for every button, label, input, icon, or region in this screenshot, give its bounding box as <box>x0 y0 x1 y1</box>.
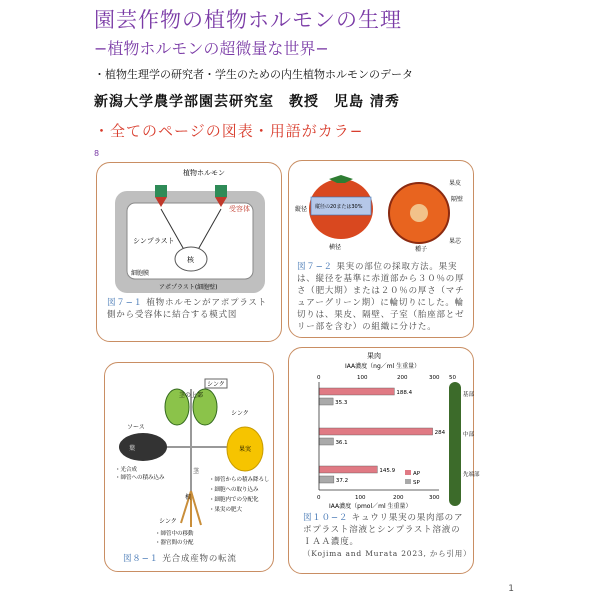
bar-ap-2 <box>319 466 377 473</box>
source-leaf-shape <box>119 433 167 461</box>
right-label-tip: 先端部 <box>463 472 480 478</box>
figure-10-2-panel <box>288 347 480 574</box>
bottom-note-1: ・師管中の移動 <box>155 531 194 537</box>
figure-10-2-text: キュウリ果実の果肉部のアポプラスト溶液とシンプラスト溶液のＩＡＡ濃度。 <box>303 513 464 547</box>
bar-group <box>319 388 446 484</box>
legend-ap-swatch <box>405 470 411 475</box>
right-note-3: ・細胞内での分配化 <box>209 497 259 503</box>
label-root: 根 <box>185 494 192 501</box>
legend-ap-label: AP <box>413 471 421 477</box>
figure-8-1-caption <box>123 553 273 565</box>
tomato-core-shape <box>410 204 428 222</box>
bottom-tick-2: 200 <box>393 495 404 501</box>
bottom-tick-0: 0 <box>317 495 321 501</box>
legend-sp-swatch <box>405 479 411 484</box>
bar-label-ap-0: 188.4 <box>396 390 413 396</box>
top-tick-0: 0 <box>317 375 321 381</box>
figure-10-2-number: 図１０−２ <box>303 513 349 523</box>
page-subtitle: −植物ホルモンの超微量な世界− <box>94 39 329 58</box>
page-title: 園芸作物の植物ホルモンの生理 <box>94 8 402 32</box>
hormone-molecule-right <box>215 185 227 197</box>
bar-sp-1 <box>319 438 333 445</box>
author-line: 新潟大学農学部園芸研究室 教授 児島 清秀 <box>94 94 400 110</box>
right-label-base: 基部 <box>463 392 475 398</box>
figure-7-2-panel <box>288 160 474 338</box>
figure-7-2-text: 果実の部位の採取方法。果実は、縦径を基準に赤道部から３０％の厚さ（肥大期）または２０％の厚さ（マチュアーグリーン期）に輪切りにした。輪切りは、果皮、隔壁、子室（胎座部とゼリー部を含む）の組織に分けた。 <box>297 262 465 332</box>
bar-label-sp-2: 37.2 <box>335 478 349 484</box>
bar-sp-2 <box>319 476 334 483</box>
figure-8-1-panel <box>104 362 274 572</box>
page-number: 1 <box>508 584 514 594</box>
label-hormone: 植物ホルモン <box>183 169 225 177</box>
figure-7-2-number: 図７−２ <box>297 262 333 272</box>
figure-7-1-panel <box>96 162 282 342</box>
cucumber-shape <box>449 382 461 506</box>
figure-10-2-citation: （Kojima and Murata 2023, から引用） <box>303 549 472 558</box>
figure-7-1-caption <box>107 297 275 321</box>
label-diameter: 縦径 <box>295 206 308 213</box>
bar-ap-1 <box>319 428 433 435</box>
left-note-2: ・師管への積み込み <box>115 475 165 481</box>
hormone-receptor-diagram <box>97 163 283 303</box>
label-seed: 種子 <box>415 246 428 253</box>
top-tick-3: 300 <box>429 375 440 381</box>
right-note-4: ・果実の肥大 <box>209 507 243 513</box>
figure-8-1-number: 図８−１ <box>123 554 159 564</box>
left-note-1: ・光合成 <box>115 467 138 473</box>
label-symplast: シンプラスト <box>133 237 175 245</box>
bottom-note-2: ・器官間の分配 <box>155 540 194 546</box>
top-tick-1: 100 <box>357 375 368 381</box>
right-label-middle: 中部 <box>463 432 475 438</box>
label-apoplast: アポプラスト(細胞壁) <box>159 284 218 291</box>
label-septum: 隔壁 <box>451 196 464 203</box>
top-tick-2: 200 <box>397 375 408 381</box>
label-fruit: 果実 <box>239 446 252 453</box>
bar-label-sp-0: 35.3 <box>335 400 348 406</box>
label-thickness: 縦径の20または30% <box>315 204 363 210</box>
color-note: ・全てのページの図表・用語がカラ− <box>94 122 364 140</box>
legend-sp-label: SP <box>413 480 420 486</box>
label-source: ソース <box>127 424 145 431</box>
bar-label-ap-2: 145.9 <box>379 468 396 474</box>
label-core: 果芯 <box>449 238 462 245</box>
chart-bottom-axis-label: IAA濃度（pmol／ml 生重量） <box>329 503 412 510</box>
label-sink-right: シンク <box>231 410 249 417</box>
label-receptor: 受容体 <box>229 205 250 213</box>
hormone-molecule-left <box>155 185 167 197</box>
label-young-leaf: 茎の上部 <box>179 392 204 399</box>
label-sink-top: シンク <box>207 381 225 388</box>
bar-ap-0 <box>319 388 394 395</box>
figure-7-1-text: 植物ホルモンがアポプラスト側から受容体に結合する模式図 <box>107 298 267 320</box>
chart-top-axis-label: IAA濃度（ng／ml 生重量） <box>345 363 421 370</box>
bottom-tick-3: 300 <box>429 495 440 501</box>
bar-sp-0 <box>319 398 333 405</box>
figure-10-2-caption <box>303 512 472 560</box>
iaa-chart <box>289 348 480 510</box>
figure-7-1-number: 図７−１ <box>107 298 143 308</box>
bottom-tick-1: 100 <box>355 495 366 501</box>
chart-title: 果肉 <box>367 352 381 360</box>
page-description: ・植物生理学の研究者・学生のための内生植物ホルモンのデータ <box>94 68 413 81</box>
figure-8-1-text: 光合成産物の転流 <box>162 554 237 564</box>
right-note-2: ・細胞への取り込み <box>209 487 259 493</box>
bar-label-sp-1: 36.1 <box>335 440 348 446</box>
label-stem: 茎 <box>193 468 200 475</box>
label-leaf: 葉 <box>129 445 136 452</box>
bar-label-ap-1: 284 <box>434 430 446 436</box>
label-skin: 果皮 <box>449 180 462 187</box>
figure-7-2-caption <box>297 261 469 333</box>
translocation-diagram <box>105 363 275 549</box>
label-sink-bottom: シンク <box>159 518 177 525</box>
top-tick-4: 50 <box>449 375 456 381</box>
right-note-1: ・師管からの積み降ろし <box>209 477 270 483</box>
label-nucleus: 核 <box>187 256 194 264</box>
page-mark: 8 <box>94 149 100 158</box>
tomato-sampling-diagram <box>289 161 475 261</box>
label-membrane: 細胞膜 <box>131 270 150 277</box>
label-width: 横径 <box>329 244 342 251</box>
